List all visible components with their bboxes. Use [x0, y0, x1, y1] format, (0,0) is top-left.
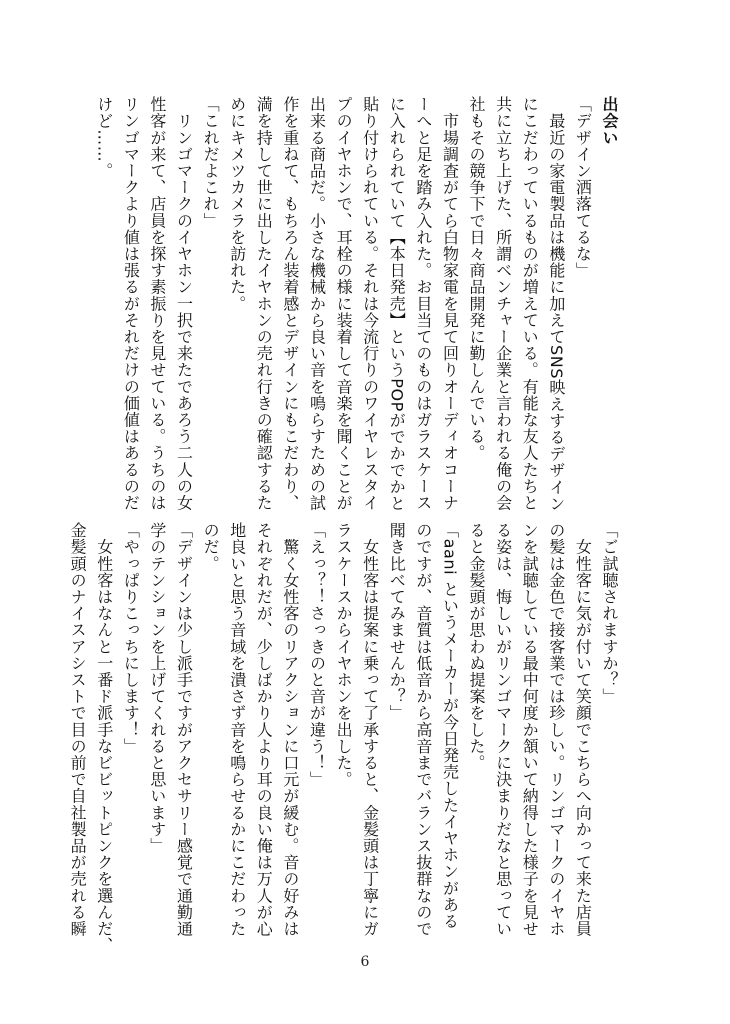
- text-column: にこだわっているものが増えている。有能な友人たちと: [520, 96, 540, 511]
- text-column: 「aani というメーカーが今日発売したイヤホンがある: [440, 522, 460, 930]
- text-column: 聞き比べてみませんか？」: [387, 522, 407, 722]
- text-column: 金髪頭のナイスアシストで目の前で自社製品が売れる瞬: [68, 522, 88, 937]
- text-column: リンゴマークより値は張るがそれだけの価値はあるのだ: [121, 96, 141, 511]
- text-column: る姿は、悔しいがリンゴマークに決まりだなと思ってい: [493, 522, 513, 937]
- text-column: 「デザイン洒落てるな」: [573, 96, 593, 279]
- text-column: プのイヤホンで、耳栓の様に装着して音楽を聞くことが: [334, 96, 354, 511]
- text-column: 満を持して世に出したイヤホンの売れ行きの確認するた: [254, 96, 274, 511]
- text-column: 女性客に気が付いて笑顔でこちらへ向かって来た店員: [573, 522, 593, 937]
- text-column: 社もその競争下で日々商品開発に勤しんでいる。: [467, 96, 487, 462]
- text-column: ラスケースからイヤホンを出した。: [334, 522, 354, 788]
- text-column: のですが、音質は低音から高音までバランス抜群なので: [413, 522, 433, 937]
- text-column: けど……。: [94, 96, 114, 179]
- text-column: 女性客はなんと一番ド派手なビビットピンクを選んだ、: [94, 522, 114, 954]
- text-column: の髪は金色で接客業では珍しい。リンゴマークのイヤホ: [546, 522, 566, 937]
- text-column: 作を重ねて、もちろん装着感とデザインにもこだわり、: [280, 96, 300, 511]
- page-number: 6: [360, 954, 370, 970]
- text-column: めにキメツカメラを訪れた。: [227, 96, 247, 312]
- text-column: 性客が来て、店員を探す素振りを見せている。うちのは: [147, 96, 167, 511]
- text-column: 驚く女性客のリアクションに口元が緩む。音の好みは: [280, 522, 300, 937]
- text-column: 共に立ち上げた、所謂ベンチャー企業と言われる俺の会: [493, 96, 513, 511]
- section-title: 出会い: [600, 96, 619, 146]
- text-column: 学のテンションを上げてくれると思います」: [147, 522, 167, 854]
- text-column: ンを試聴している最中何度か頷いて納得した様子を見せ: [520, 522, 540, 937]
- text-column: それぞれだが、少しばかり人より耳の良い俺は万人が心: [254, 522, 274, 937]
- text-column: 市場調査がてら白物家電を見て回りオーディオコーナ: [440, 96, 460, 511]
- text-column: 「ご試聴されますか？」: [600, 522, 619, 705]
- text-column: 「これだよこれ」: [201, 96, 221, 229]
- text-column: のだ。: [201, 522, 221, 572]
- text-column: 最近の家電製品は機能に加えてSNS映えするデザイン: [546, 96, 566, 512]
- text-column: 「デザインは少し派手ですがアクセサリー感覚で通勤通: [174, 522, 194, 937]
- text-column: ると金髪頭が思わぬ提案をした。: [467, 522, 487, 771]
- text-block-bottom: [68, 522, 622, 954]
- text-block-top: [94, 96, 622, 512]
- text-column: 出来る商品だ。小さな機械から良い音を鳴らすための試: [307, 96, 327, 511]
- text-column: に入れられていて【本日発売】というPOPがでかでかと: [387, 96, 407, 512]
- text-column: 貼り付けられている。それは今流行りのワイヤレスタイ: [360, 96, 380, 511]
- text-column: 女性客は提案に乗って了承すると、金髪頭は丁寧にガ: [360, 522, 380, 937]
- text-column: リンゴマークのイヤホン一択で来たであろう二人の女: [174, 96, 194, 511]
- text-column: 「やっぱりこっちにします！」: [121, 522, 141, 755]
- text-column: ーへと足を踏み入れた。お目当てのものはガラスケース: [413, 96, 433, 511]
- text-column: 地良いと思う音域を潰さず音を鳴らせるかにこだわった: [227, 522, 247, 937]
- text-column: 「えっ？！さっきのと音が違う！」: [307, 522, 327, 788]
